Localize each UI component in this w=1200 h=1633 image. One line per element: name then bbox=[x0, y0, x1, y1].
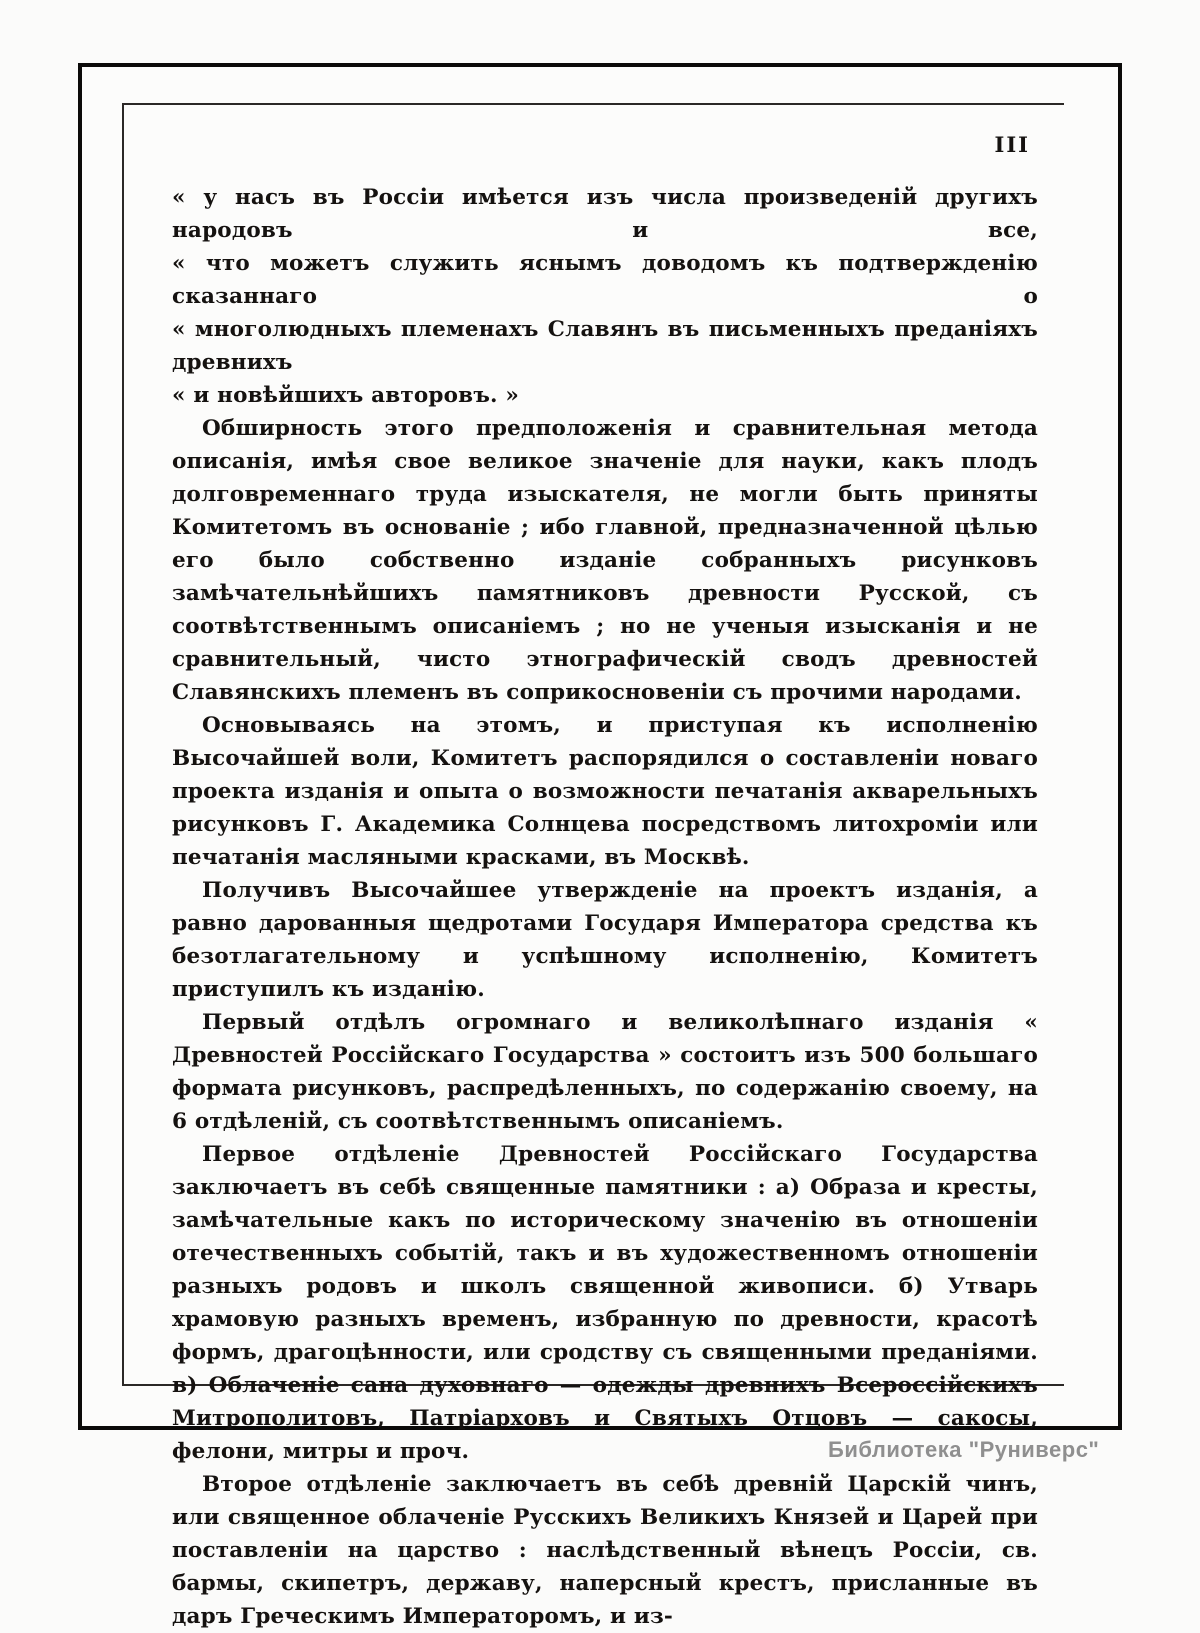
quote-line: « многолюдныхъ племенахъ Славянъ въ письменныхъ преданіяхъ древнихъ bbox=[172, 317, 1038, 375]
paragraph: Обширность этого предположенія и сравнительная метода описанія, имѣя свое великое значеніе для науки, какъ плодъ долговременнаго труда изыскателя, не могли быть приняты Комитетомъ въ основаніе ; ибо главной, предназначенной цѣлью его было собственно изданіе собранныхъ рисунковъ замѣчательнѣйшихъ памятниковъ древности Русской, съ соотвѣтственнымъ описаніемъ ; но не ученыя изысканія и не сравнительный, чисто этнографическій сводъ древностей Славянскихъ племенъ въ соприкосновеніи съ прочими народами. bbox=[172, 416, 1038, 705]
paragraph: Получивъ Высочайшее утвержденіе на проектъ изданія, а равно дарованныя щедротами Государя Императора средства къ безотлагательному и успѣшному исполненію, Комитетъ приступилъ къ изданію. bbox=[172, 878, 1038, 1002]
page-number: III bbox=[994, 132, 1030, 157]
ruled-line-top bbox=[122, 103, 1064, 105]
paragraph: Первое отдѣленіе Древностей Россійскаго Государства заключаетъ въ себѣ священные памятники : а) Образа и кресты, замѣчательные какъ по историческому значенію въ отношеніи отечественныхъ событій, такъ и въ художественномъ отношеніи разныхъ родовъ и школъ священной живописи. б) Утварь храмовую разныхъ временъ, избранную по древности, красотѣ формъ, драгоцѣнности, или сродству съ священными преданіями. в) Облаченіе сана духовнаго — одежды древнихъ Всероссійскихъ Митрополитовъ, Патріарховъ и Святыхъ Отцовъ — сакосы, фелони, митры и проч. bbox=[172, 1142, 1038, 1464]
quote-line: « что можетъ служить яснымъ доводомъ къ подтвержденію сказаннаго о bbox=[172, 251, 1038, 309]
quote-line: « у насъ въ Россіи имѣется изъ числа произведеній другихъ народовъ и все, bbox=[172, 185, 1038, 243]
quote-line: « и новѣйшихъ авторовъ. » bbox=[172, 383, 520, 408]
paragraph: Первый отдѣлъ огромнаго и великолѣпнаго изданія « Древностей Россійскаго Государства » состоитъ изъ 500 большаго формата рисунковъ, распредѣленныхъ, по содержанію своему, на 6 отдѣленій, съ соотвѣтственнымъ описаніемъ. bbox=[172, 1010, 1038, 1134]
ruled-line-left bbox=[122, 103, 124, 1386]
paragraph: Основываясь на этомъ, и приступая къ исполненію Высочайшей воли, Комитетъ распорядился о составленіи новаго проекта изданія и опыта о возможности печатанія акварельныхъ рисунковъ Г. Академика Солнцева посредствомъ литохроміи или печатанія масляными красками, въ Москвѣ. bbox=[172, 713, 1038, 870]
page-text-block bbox=[172, 132, 1038, 1633]
paragraph: Второе отдѣленіе заключаетъ въ себѣ древній Царскій чинъ, или священное облаченіе Русскихъ Великихъ Князей и Царей при поставленіи на царство : наслѣдственный вѣнецъ Россіи, св. бармы, скипетръ, державу, наперсный крестъ, присланные въ даръ Греческимъ Императоромъ, и из- bbox=[172, 1472, 1038, 1629]
library-watermark: Библиотека "Руниверс" bbox=[828, 1437, 1100, 1462]
